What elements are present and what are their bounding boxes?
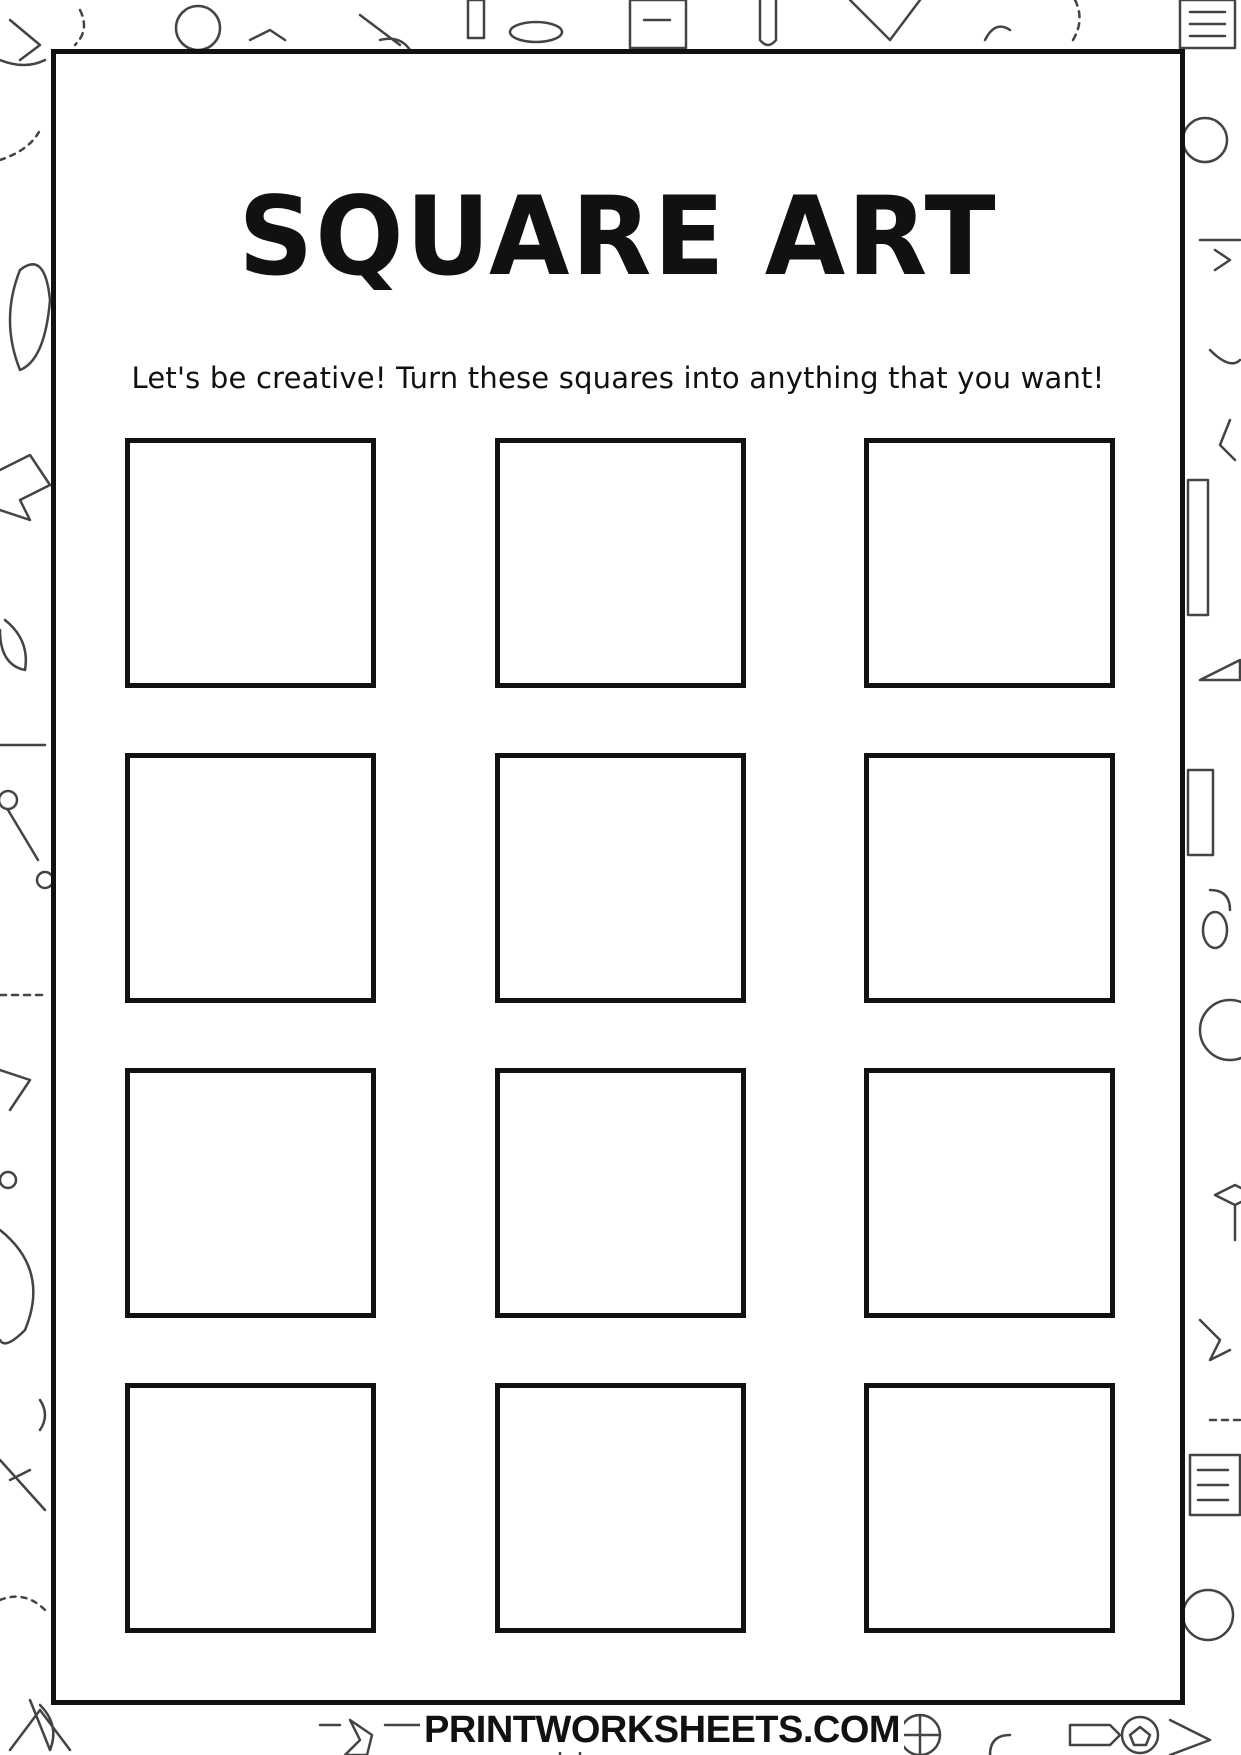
drawing-square — [864, 753, 1115, 1003]
drawing-square — [495, 438, 746, 688]
footer — [0, 1705, 1241, 1755]
drawing-square — [864, 1068, 1115, 1318]
worksheet-instruction: Let's be creative! Turn these squares into anything that you want! — [131, 361, 1105, 395]
drawing-square — [125, 438, 376, 688]
worksheet-frame — [51, 49, 1185, 1705]
drawing-square — [864, 438, 1115, 688]
drawing-square — [125, 1068, 376, 1318]
drawing-square — [495, 1383, 746, 1633]
footer-website: PRINTWORKSHEETS.COM — [420, 1710, 904, 1752]
drawing-square — [495, 1068, 746, 1318]
drawing-square — [125, 1383, 376, 1633]
drawing-square — [864, 1383, 1115, 1633]
drawing-square — [125, 753, 376, 1003]
worksheet-title: SQUARE ART — [238, 171, 998, 301]
drawing-square — [495, 753, 746, 1003]
